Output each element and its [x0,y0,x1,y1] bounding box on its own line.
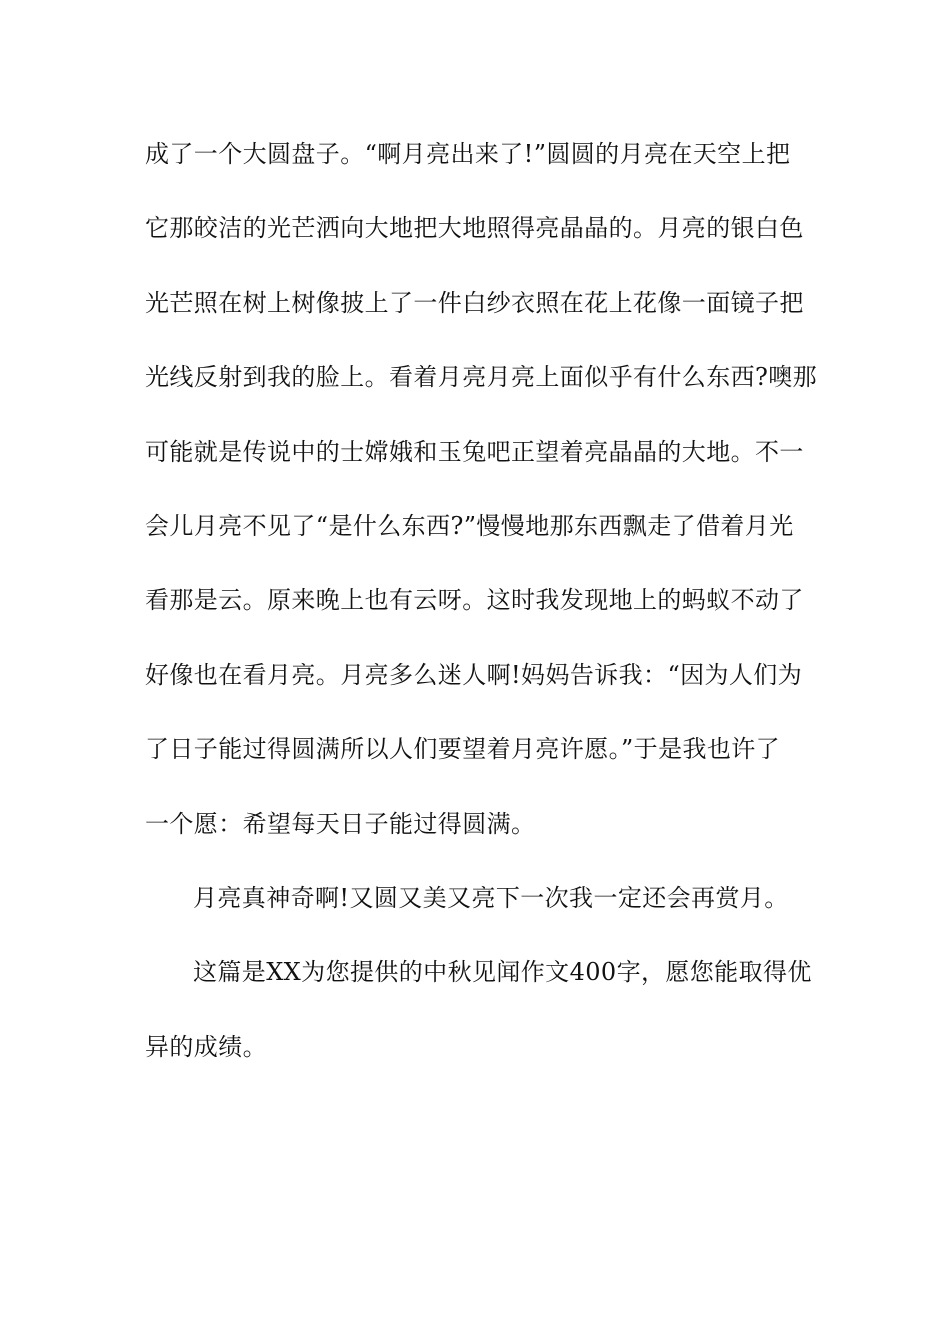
text-line: 了日子能过得圆满所以人们要望着月亮许愿。”于是我也许了 [145,735,781,764]
text-line: 一个愿：希望每天日子能过得圆满。 [145,809,536,838]
text-line: 光线反射到我的脸上。看着月亮月亮上面似乎有什么东西?噢那 [145,363,818,392]
text-line: 它那皎洁的光芒洒向大地把大地照得亮晶晶的。月亮的银白色 [145,214,804,243]
essay-body [145,128,818,1095]
text-line: 会儿月亮不见了“是什么东西?”慢慢地那东西飘走了借着月光 [145,511,794,540]
text-line: 好像也在看月亮。月亮多么迷人啊!妈妈告诉我：“因为人们为 [145,660,803,689]
paragraph-line: 这篇是XX为您提供的中秋见闻作文400字，愿您能取得优 [193,958,812,987]
text-line: 成了一个大圆盘子。“啊月亮出来了!”圆圆的月亮在天空上把 [145,140,791,168]
paragraph-line: 月亮真神奇啊!又圆又美又亮下一次我一定还会再赏月。 [193,883,789,912]
text-line: 光芒照在树上树像披上了一件白纱衣照在花上花像一面镜子把 [145,288,804,317]
text-line: 异的成绩。 [145,1032,267,1061]
text-line: 可能就是传说中的士嫦娥和玉兔吧正望着亮晶晶的大地。不一 [145,437,804,466]
text-line: 看那是云。原来晚上也有云呀。这时我发现地上的蚂蚁不动了 [145,586,804,615]
